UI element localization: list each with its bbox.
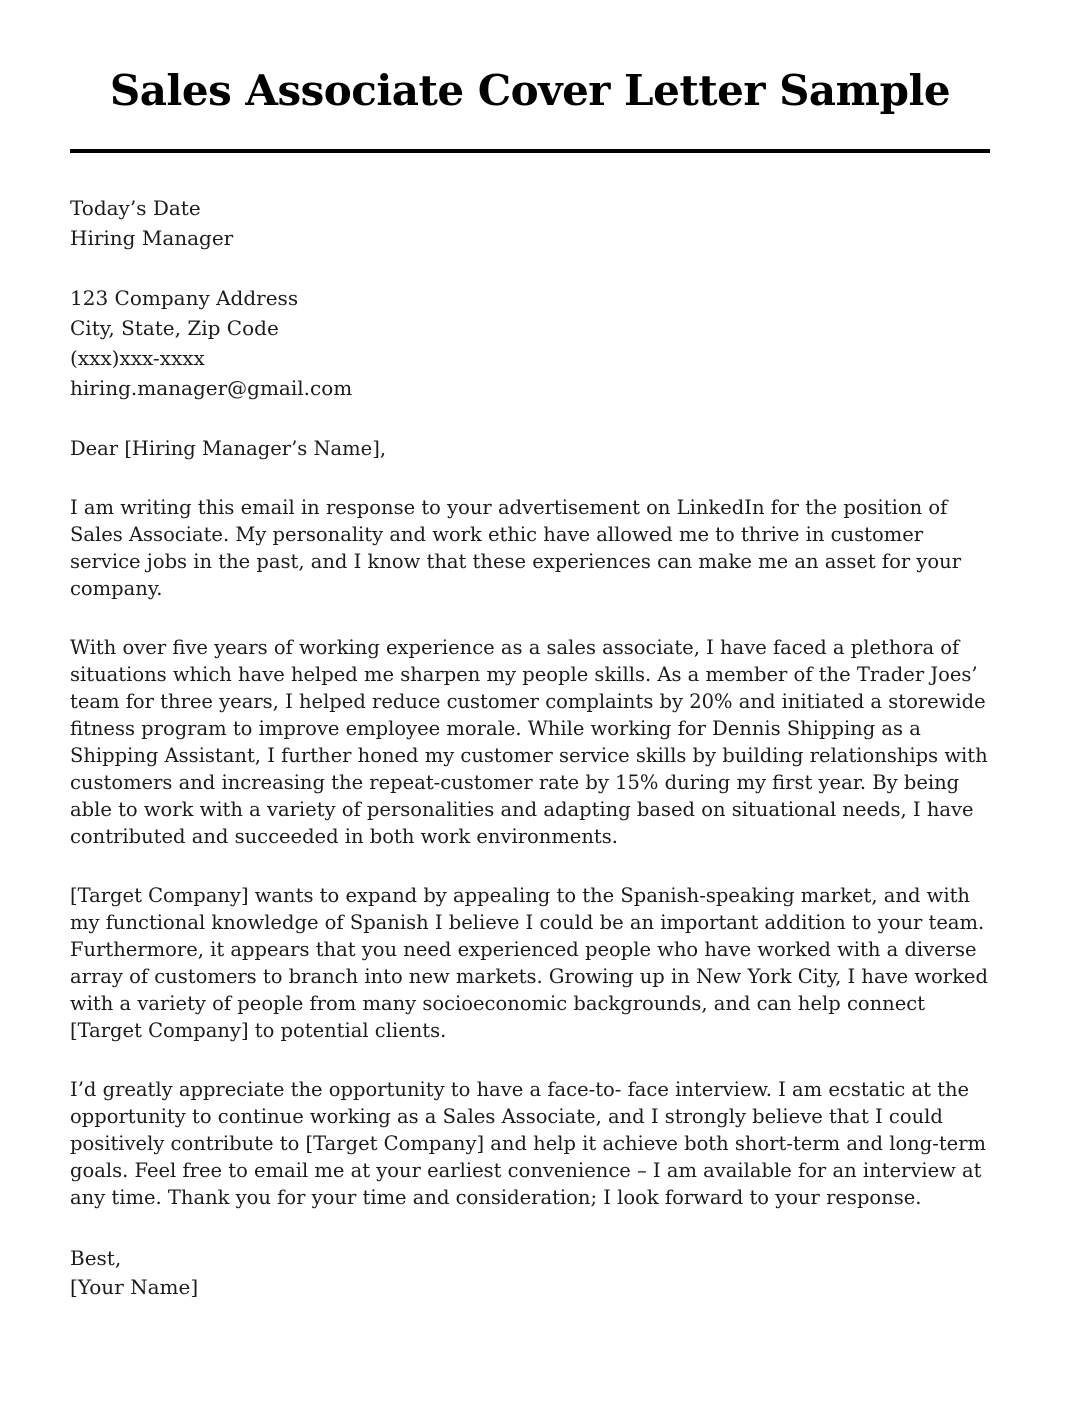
date-line: Today’s Date bbox=[70, 196, 201, 220]
address-block bbox=[70, 283, 990, 403]
phone-line: (xxx)xxx-xxxx bbox=[70, 346, 205, 370]
body-paragraph-1: I am writing this email in response to your advertisement on LinkedIn for the position of Sales Associate. My personality and work ethic have allowed me to thrive in customer service jobs in the past, and I know that these experiences can make me an asset for your company. bbox=[70, 496, 962, 600]
body-paragraph-4: I’d greatly appreciate the opportunity to have a face-to- face interview. I am ecstatic at the opportunity to continue working as a Sales Associate, and I strongly believe that I could positively contribute to [Target Company] and help it achieve both short-term and long-term goals. Feel free to email me at your earliest convenience – I am available for an interview at any time. Thank you for your time and consideration; I look forward to your response. bbox=[70, 1078, 987, 1209]
salutation: Dear [Hiring Manager’s Name], bbox=[70, 437, 387, 460]
signature: [Your Name] bbox=[70, 1275, 199, 1299]
header-block bbox=[70, 193, 990, 253]
email-line: hiring.manager@gmail.com bbox=[70, 376, 353, 400]
closing-block bbox=[70, 1244, 990, 1302]
body-paragraph-2: With over five years of working experience as a sales associate, I have faced a plethora of situations which have helped me sharpen my people skills. As a member of the Trader Joes’ team for three years, I helped reduce customer complaints by 20% and initiated a storewide fitness program to improve employee morale. While working for Dennis Shipping as a Shipping Assistant, I further honed my customer service skills by building relationships with customers and increasing the repeat-customer rate by 15% during my first year. By being able to work with a variety of personalities and adapting based on situational needs, I have contributed and succeeded in both work environments. bbox=[70, 636, 988, 848]
recipient-line: Hiring Manager bbox=[70, 226, 234, 250]
address-city-line: City, State, Zip Code bbox=[70, 316, 279, 340]
closing: Best, bbox=[70, 1246, 122, 1270]
address-street-line: 123 Company Address bbox=[70, 286, 299, 310]
page-title: Sales Associate Cover Letter Sample bbox=[109, 66, 951, 115]
body-paragraph-3: [Target Company] wants to expand by appealing to the Spanish-speaking market, and with my functional knowledge of Spanish I believe I could be an important addition to your team. Furthermore, it appears that you need experienced people who have worked with a diverse array of customers to branch into new markets. Growing up in New York City, I have worked with a variety of people from many socioeconomic backgrounds, and can help connect [Target Company] to potential clients. bbox=[70, 884, 988, 1042]
title-rule bbox=[70, 149, 990, 153]
